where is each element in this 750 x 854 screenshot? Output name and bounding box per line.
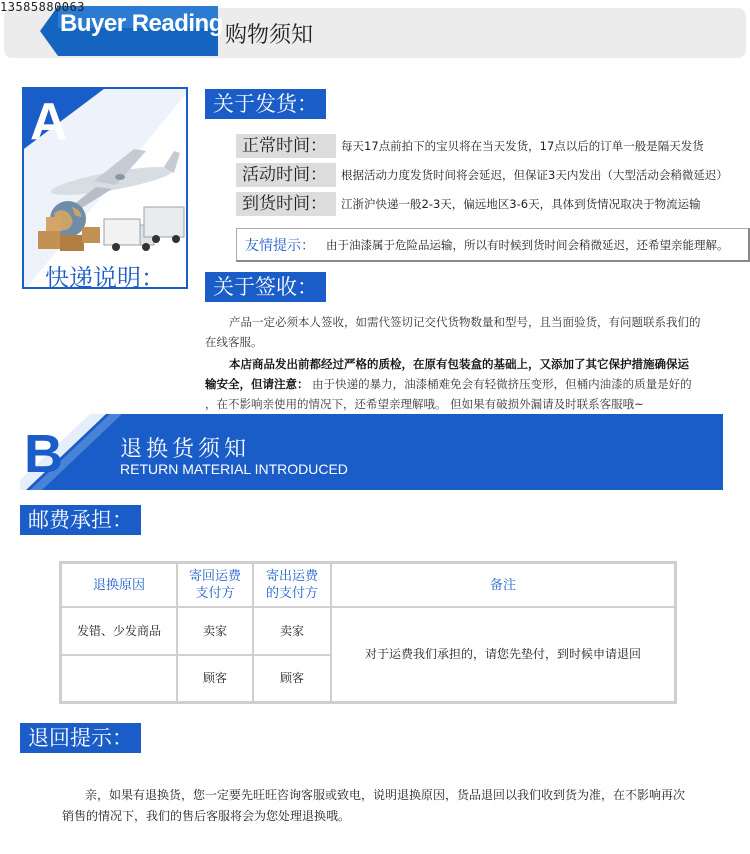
promo-time-label: 活动时间： [236, 163, 336, 187]
arrival-time-label: 到货时间： [236, 192, 336, 216]
header-tab-label: Buyer Reading [60, 10, 223, 37]
signing-para2-line2-rest: 由于快递的暴力，油漆桶难免会有轻微挤压变形，但桶内油漆的质量是好的 [312, 377, 692, 391]
header-return-freight: 寄回运费 支付方 [178, 564, 254, 608]
section-a-letter: A [30, 93, 68, 151]
friendly-tip-text: 由于油漆属于危险品运输，所以有时候到货时间会稍微延迟，还希望亲能理解。 [326, 238, 729, 252]
arrival-time-text: 江浙沪快递一般2-3天，偏远地区3-6天，具体到货情况取决于物流运输 [341, 197, 701, 211]
return-title-cn: 退换货须知 [120, 437, 251, 462]
postage-table [59, 561, 677, 704]
row2-return-payer: 顾客 [178, 656, 254, 701]
header-send-freight: 寄出运费 的支付方 [254, 564, 332, 608]
postage-heading: 邮费承担： [20, 505, 141, 535]
header-remark: 备注 [332, 564, 674, 608]
promo-time-text: 根据活动力度发货时间将会延迟，但保证3天内发出（大型活动会稍微延迟） [341, 168, 728, 182]
signing-para2-line1: 本店商品发出前都经过严格的质检，在原有包装盒的基础上，又添加了其它保护措施确保运 [229, 357, 689, 371]
return-tips-line2: 销售的情况下，我们的售后客服将会为您处理退换哦。 [62, 809, 351, 823]
shipping-heading: 关于发货： [205, 89, 326, 119]
signing-para2-line3: ，在不影响亲使用的情况下，还希望亲理解哦。 但如果有破损外漏请及时联系客服哦~ [205, 397, 644, 411]
normal-time-label: 正常时间： [236, 134, 336, 158]
signing-para1-line1: 产品一定必须本人签收，如需代签切记交代货物数量和型号，且当面验货，有问题联系我们的 [229, 315, 701, 329]
signing-heading: 关于签收： [205, 272, 326, 302]
section-a-label: 快递说明： [45, 264, 165, 292]
attention-text: 输安全，但请注意： [205, 377, 309, 391]
row2-reason [62, 656, 178, 701]
row1-reason: 发错、少发商品 [62, 608, 178, 656]
friendly-tip-label: 友情提示： [245, 238, 315, 254]
row2-send-payer: 顾客 [254, 656, 332, 701]
return-title-en: RETURN MATERIAL INTRODUCED [120, 461, 348, 477]
return-tips-heading: 退回提示： [20, 723, 141, 753]
section-b-letter: B [24, 424, 63, 484]
truck-icon [104, 207, 184, 251]
remark-cell: 对于运费我们承担的，请您先垫付，到时候申请退回 [364, 647, 641, 661]
normal-time-text: 每天17点前拍下的宝贝将在当天发货，17点以后的订单一般是隔天发货 [341, 139, 704, 153]
return-tips-line1: 亲，如果有退换货，您一定要先旺旺咨询客服或致电，说明退换原因，货品退回以我们收到货为准，在不影响再次 [85, 788, 686, 802]
page-title: 购物须知 [225, 23, 314, 48]
phone-number: 13585880063 [0, 0, 85, 14]
row1-send-payer: 卖家 [254, 608, 332, 656]
header-reason: 退换原因 [62, 564, 178, 608]
signing-para2-line2 [205, 374, 692, 394]
row1-return-payer: 卖家 [178, 608, 254, 656]
signing-para1-line2: 在线客服。 [205, 335, 263, 349]
